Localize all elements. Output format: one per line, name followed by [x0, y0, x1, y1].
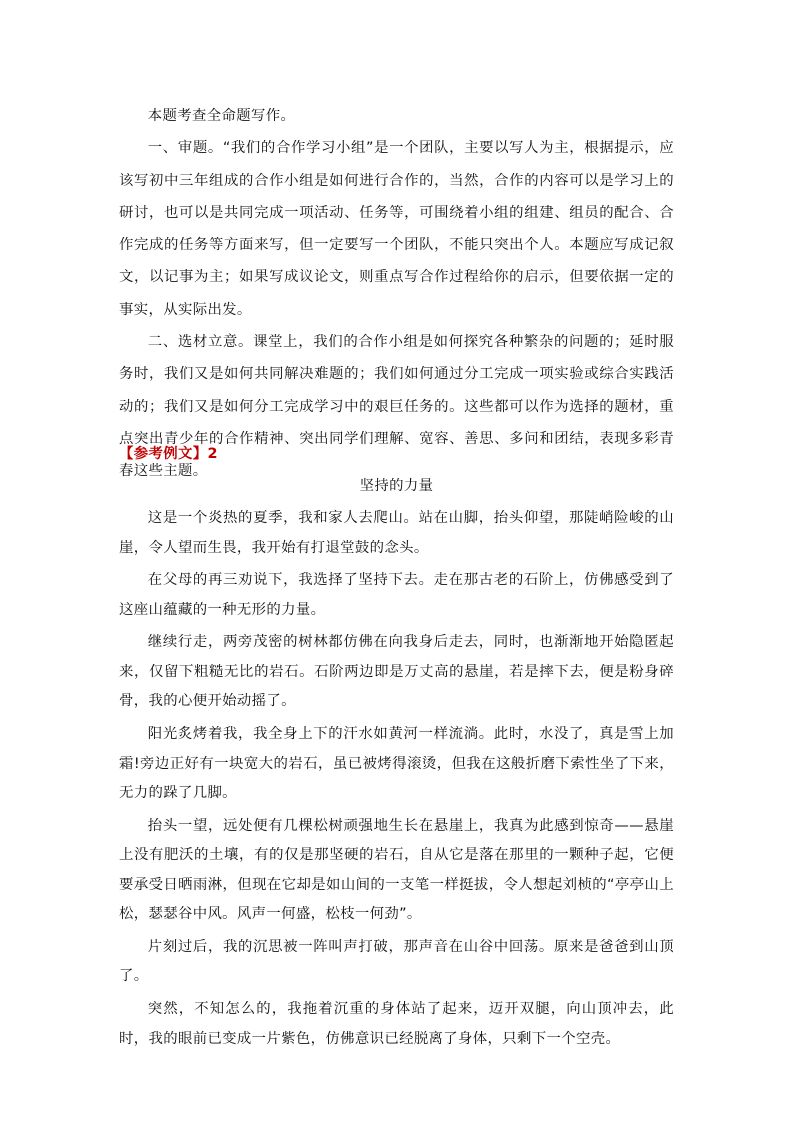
analysis-intro: 本题考查全命题写作。 [147, 108, 296, 124]
essay-paragraph: 突然，不知怎么的，我拖着沉重的身体站了起来，迈开双腿，向山顶冲去，此时，我的眼前已变成一片紫色，仿佛意识已经脱离了身体，只剩下一个空壳。 [119, 1001, 674, 1047]
essay-paragraph: 继续行走，两旁茂密的树林都仿佛在向我身后走去，同时，也渐渐地开始隐匿起来，仅留下粗糙无比的岩石。石阶两边即是万丈高的悬崖，若是摔下去，便是粉身碎骨，我的心便开始动摇了。 [119, 634, 674, 710]
essay-body [119, 504, 674, 1057]
essay-paragraph: 在父母的再三劝说下，我选择了坚持下去。走在那古老的石阶上，仿佛感受到了这座山蕴藏的一种无形的力量。 [119, 572, 674, 618]
essay-paragraph: 阳光炙烤着我，我全身上下的汗水如黄河一样流淌。此时，水没了，真是雪上加霜!旁边正好有一块宽大的岩石，虽已被烤得滚烫，但我在这般折磨下索性坐了下来，无力的跺了几脚。 [119, 726, 674, 802]
essay-title: 坚持的力量 [359, 478, 434, 494]
essay-paragraph: 片刻过后，我的沉思被一阵叫声打破，那声音在山谷中回荡。原来是爸爸到山顶了。 [119, 938, 674, 985]
analysis-section [119, 100, 674, 488]
reference-essay-heading: 【参考例文】2 [119, 446, 218, 462]
analysis-material-paragraph: 二、选材立意。课堂上，我们的合作小组是如何探究各种繁杂的问题的；延时服务时，我们又是如何共同解决难题的；我们如何通过分工完成一项实验或综合实践活动的；我们又是如何分工完成学习中的艰巨任务的。这些都可以作为选择的题材，重点突出青少年的合作精神、突出同学们理解、宽容、善思、多问和团结，表现多彩青春这些主题。 [119, 334, 674, 480]
essay-paragraph: 抬头一望，远处便有几棵松树顽强地生长在悬崖上，我真为此感到惊奇——悬崖上没有肥沃的土壤，有的仅是那坚硬的岩石，自从它是落在那里的一颗种子起，它便要承受日晒雨淋，但现在它却是如山间的一支笔一样挺拔，令人想起刘桢的“亭亭山上松，瑟瑟谷中风。风声一何盛，松枝一何劲”。 [119, 817, 674, 923]
analysis-review-paragraph: 一、审题。“我们的合作学习小组”是一个团队，主要以写人为主，根据提示，应该写初中三年组成的合作小组是如何进行合作的，当然，合作的内容可以是学习上的研讨，也可以是共同完成一项活动、任务等，可围绕着小组的组建、组员的配合、合作完成的任务等方面来写，但一定要写一个团队，不能只突出个人。本题应写成记叙文，以记事为主；如果写成议论文，则重点写合作过程给你的启示，但要依据一定的事实，从实际出发。 [119, 140, 674, 318]
essay-paragraph: 这是一个炎热的夏季，我和家人去爬山。站在山脚，抬头仰望，那陡峭险峻的山崖，令人望而生畏，我开始有打退堂鼓的念头。 [119, 510, 674, 556]
